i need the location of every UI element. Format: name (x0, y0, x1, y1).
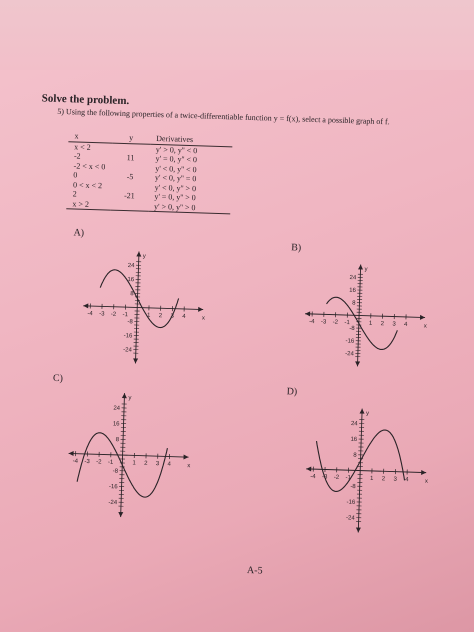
choice-b-x-tick-label: -4 (309, 318, 315, 326)
choice-c-x-arrow-left (69, 451, 74, 456)
choice-c-y-tick-label: 8 (115, 437, 120, 444)
choice-a-x-tick-label: 4 (182, 313, 186, 320)
choice-a-x-axis-label: x (201, 315, 205, 322)
choice-d-y-tick-label: -24 (345, 515, 355, 522)
choice-d-curve (315, 428, 406, 494)
choice-d-x-tick-label: -1 (345, 475, 351, 482)
choice-c-y-arrow (122, 393, 127, 398)
choice-c-x-arrow (183, 455, 188, 460)
graph-c (63, 387, 195, 523)
choice-d-y-tick-label: 16 (350, 436, 358, 443)
choice-a-x-tick-label: 2 (158, 313, 163, 320)
choice-d-y-tick-label: -16 (346, 499, 356, 506)
choice-d-y-tick-label: -8 (350, 483, 356, 491)
choice-a-y-tick-label: -24 (123, 347, 132, 354)
choice-b-x-tick-label: 4 (403, 321, 408, 328)
header-y: y (129, 133, 134, 143)
problem-heading: Solve the problem. (41, 92, 130, 108)
choice-c-x-axis-label: x (187, 463, 191, 470)
choice-a-y-tick-label: 16 (127, 277, 135, 284)
choice-a-label: A) (73, 227, 85, 239)
choice-c-x-tick-label: -3 (84, 458, 90, 466)
choice-b-x-tick-label: -1 (344, 319, 350, 327)
choice-c-x-tick-label: 4 (167, 461, 172, 468)
choice-b-y-tick-label: -8 (349, 325, 355, 333)
table-row: x < 2 y' > 0, y'' < 0 (74, 141, 198, 155)
choice-a-x-tick-label: -3 (99, 311, 105, 318)
choice-a-curve (99, 269, 179, 328)
choice-d-x-tick-label: 4 (405, 476, 409, 484)
graph-b (299, 259, 430, 373)
choice-a-y-axis-label: y (142, 253, 146, 260)
choice-c-x-tick-label: -1 (107, 459, 114, 466)
choice-c-y-tick-label: 24 (113, 405, 121, 412)
choice-c-x-tick-label: 2 (144, 460, 148, 467)
choice-c-x-tick-label: 1 (132, 460, 136, 467)
choice-d-x-tick-label: -4 (310, 473, 316, 481)
choice-d-y-axis-label: y (365, 410, 370, 417)
table-row: 0 -5 y' < 0, y'' = 0 (73, 170, 197, 184)
header-x: x (74, 131, 79, 141)
choice-b-y-tick-label: -24 (345, 351, 354, 358)
choice-b-y-tick-label: 8 (352, 300, 356, 307)
choice-c-y-arrow-down (118, 512, 123, 517)
choice-d-x-tick-label: 3 (393, 476, 397, 483)
choice-d-x-tick-label: -2 (333, 474, 340, 481)
table-row: -2 11 y' = 0, y'' < 0 (73, 151, 198, 165)
choice-b-y-arrow-down (355, 361, 360, 366)
choice-c-y-tick-label: -16 (108, 484, 118, 491)
choice-b-x-tick-label: 3 (392, 321, 396, 328)
table-row: 2 -21 y' = 0, y'' > 0 (72, 189, 196, 203)
choice-c-curve (77, 432, 168, 498)
problem-prompt: 5) Using the following properties of a twice-differentiable function y = f(x), select a possible graph of f. (57, 106, 390, 127)
choice-b-x-tick-label: 1 (368, 320, 373, 327)
choice-c-x-axis (69, 453, 189, 457)
choice-a-y-tick-label: -16 (123, 333, 133, 340)
graph-a (77, 246, 209, 370)
choice-a-y-tick-label: -8 (127, 319, 133, 326)
choice-d-label: D) (286, 386, 298, 398)
choice-b-y-axis-label: y (364, 266, 368, 273)
choice-b-y-tick-label: -16 (345, 338, 355, 345)
choice-a-y-arrow-down (133, 358, 138, 363)
choice-a-x-tick-label: 3 (170, 313, 174, 320)
choice-b-x-axis-label: x (423, 323, 427, 330)
properties-table (66, 131, 232, 214)
choice-b-x-arrow-left (305, 311, 310, 316)
choice-a-y-arrow (136, 251, 141, 256)
choice-b-x-axis (305, 314, 425, 318)
choice-a-x-tick-label: 1 (146, 312, 151, 319)
choice-d-x-arrow (421, 470, 426, 475)
choice-b-x-arrow (420, 315, 425, 320)
choice-c-y-tick-label: -24 (108, 499, 118, 507)
choice-d-y-arrow (360, 409, 365, 414)
choice-c-x-tick-label: 3 (155, 461, 160, 468)
page-number: A-5 (246, 565, 263, 577)
choice-a-x-arrow-left (83, 303, 88, 308)
table-row: x > 2 y' > 0, y'' > 0 (66, 199, 230, 214)
choice-a-x-tick-label: -1 (122, 312, 129, 319)
choice-a-x-tick-label: -2 (110, 311, 117, 318)
table-row: -2 < x < 0 y' < 0, y'' < 0 (73, 160, 197, 174)
choice-d-x-arrow-left (306, 466, 311, 471)
choice-c-x-tick-label: -4 (72, 458, 79, 465)
choice-a-y-tick-label: 8 (130, 291, 134, 298)
choice-d-y-tick-label: 24 (350, 421, 358, 428)
choice-a-x-tick-label: -4 (87, 310, 93, 318)
choice-c-label: C) (52, 372, 64, 385)
choice-d-x-tick-label: -3 (321, 474, 328, 481)
choice-c-y-axis-label: y (128, 395, 132, 402)
choice-d-x-axis-label: x (424, 478, 428, 485)
choice-d-x-tick-label: 2 (381, 476, 386, 483)
choice-d-y-tick-label: 8 (353, 452, 357, 459)
choice-b-x-tick-label: 2 (380, 321, 385, 328)
graph-d (300, 403, 432, 539)
choice-b-y-tick-label: 24 (349, 275, 357, 282)
choice-c-x-tick-label: -2 (96, 459, 102, 466)
choice-a-x-arrow (198, 307, 203, 312)
choice-a-y-tick-label: 24 (127, 262, 135, 270)
header-derivatives: Derivatives (156, 133, 194, 145)
choice-d-y-arrow-down (356, 527, 361, 532)
table-row: 0 < x < 2 y' < 0, y'' > 0 (72, 179, 197, 193)
choice-d-x-axis (306, 469, 426, 473)
choice-b-x-tick-label: -2 (332, 319, 339, 326)
choice-d-x-tick-label: 1 (369, 475, 374, 482)
choice-b-y-tick-label: 16 (349, 287, 356, 294)
choice-c-y-tick-label: 16 (112, 421, 120, 428)
choice-b-label: B) (291, 242, 302, 254)
choice-b-y-arrow (358, 264, 363, 269)
choice-c-y-tick-label: -8 (112, 468, 119, 475)
choice-b-x-tick-label: -3 (320, 319, 327, 326)
